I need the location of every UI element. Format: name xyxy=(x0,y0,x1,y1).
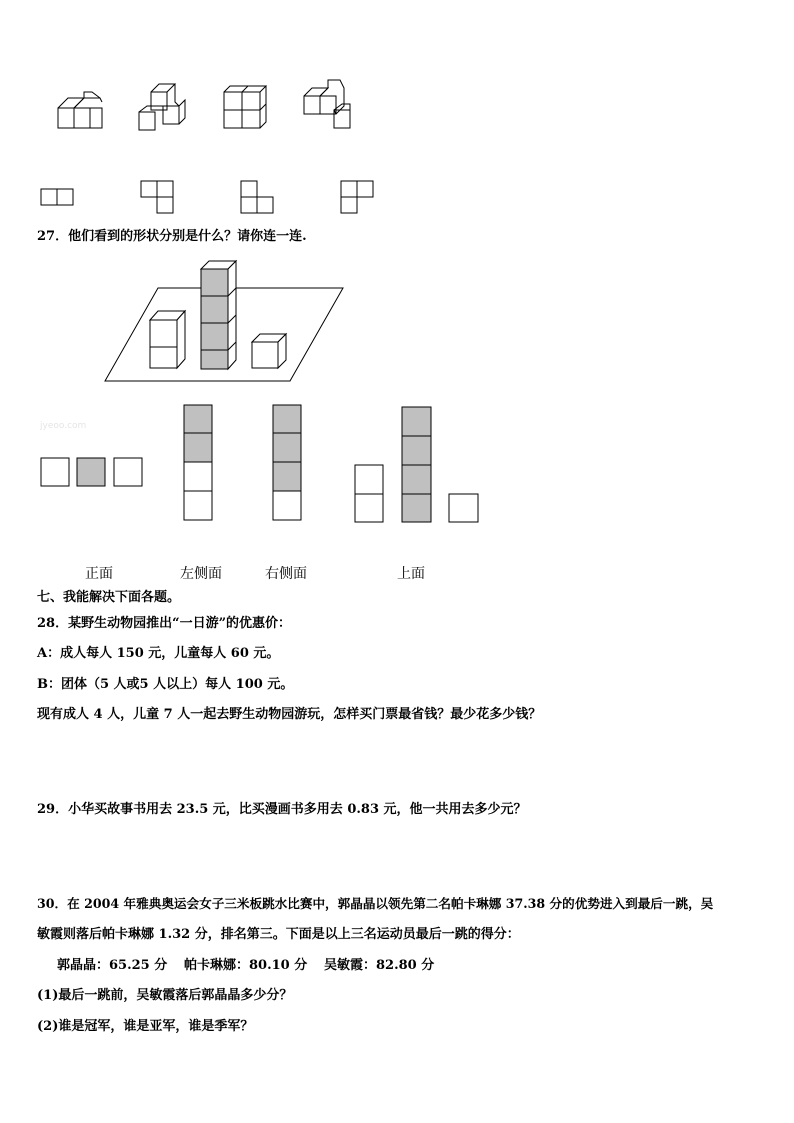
flat-view-2 xyxy=(140,180,176,216)
view-option-1 xyxy=(40,457,146,487)
q28-option-a: A：成人每人 150 元，儿童每人 60 元。 xyxy=(37,646,280,661)
q30-score-pakalina: 帕卡琳娜：80.10 分 xyxy=(184,958,308,973)
flat-view-4 xyxy=(340,180,376,216)
view-label-top: 上面 xyxy=(397,566,425,582)
q30-score-guo: 郭晶晶：65.25 分 xyxy=(57,958,168,973)
watermark: jyeoo.com xyxy=(40,421,87,431)
cube-figure-3 xyxy=(218,82,270,132)
view-option-2 xyxy=(183,404,215,524)
q30-sub2: (2)谁是冠军，谁是亚军，谁是季军？ xyxy=(37,1019,254,1034)
cube-figure-4 xyxy=(300,78,358,134)
view-option-4 xyxy=(354,406,480,526)
q29-text: 29．小华买故事书用去 23.5 元，比买漫画书多用去 0.83 元，他一共用去多少元？ xyxy=(37,802,527,817)
q27-scene xyxy=(100,258,350,384)
q30-score-wu: 吴敏霞：82.80 分 xyxy=(324,958,435,973)
q28-title: 28．某野生动物园推出“一日游”的优惠价： xyxy=(37,616,292,631)
q28-option-b: B：团体（5 人或5 人以上）每人 100 元。 xyxy=(37,677,294,692)
section7-title: 七、我能解决下面各题。 xyxy=(37,590,181,605)
q30-line1: 30．在 2004 年雅典奥运会女子三米板跳水比赛中，郭晶晶以领先第二名帕卡琳娜 37.38 分的优势进入到最后一跳，吴 xyxy=(37,896,714,911)
view-label-front: 正面 xyxy=(85,566,113,582)
view-label-right: 右侧面 xyxy=(265,566,307,582)
q30-sub1: (1)最后一跳前，吴敏霞落后郭晶晶多少分？ xyxy=(37,988,293,1003)
view-label-left: 左侧面 xyxy=(180,566,222,582)
view-option-3 xyxy=(272,404,304,524)
cube-figure-2 xyxy=(135,80,190,135)
cube-figure-1 xyxy=(52,88,112,133)
flat-view-3 xyxy=(240,180,276,216)
q27-title: 27．他们看到的形状分别是什么？请你连一连. xyxy=(37,229,307,244)
flat-view-1 xyxy=(40,188,76,208)
q30-line2: 敏霞则落后帕卡琳娜 1.32 分，排名第三。下面是以上三名运动员最后一跳的得分： xyxy=(37,927,520,942)
q28-question: 现有成人 4 人，儿童 7 人一起去野生动物园游玩，怎样买门票最省钱？最少花多少钱？ xyxy=(37,707,542,722)
